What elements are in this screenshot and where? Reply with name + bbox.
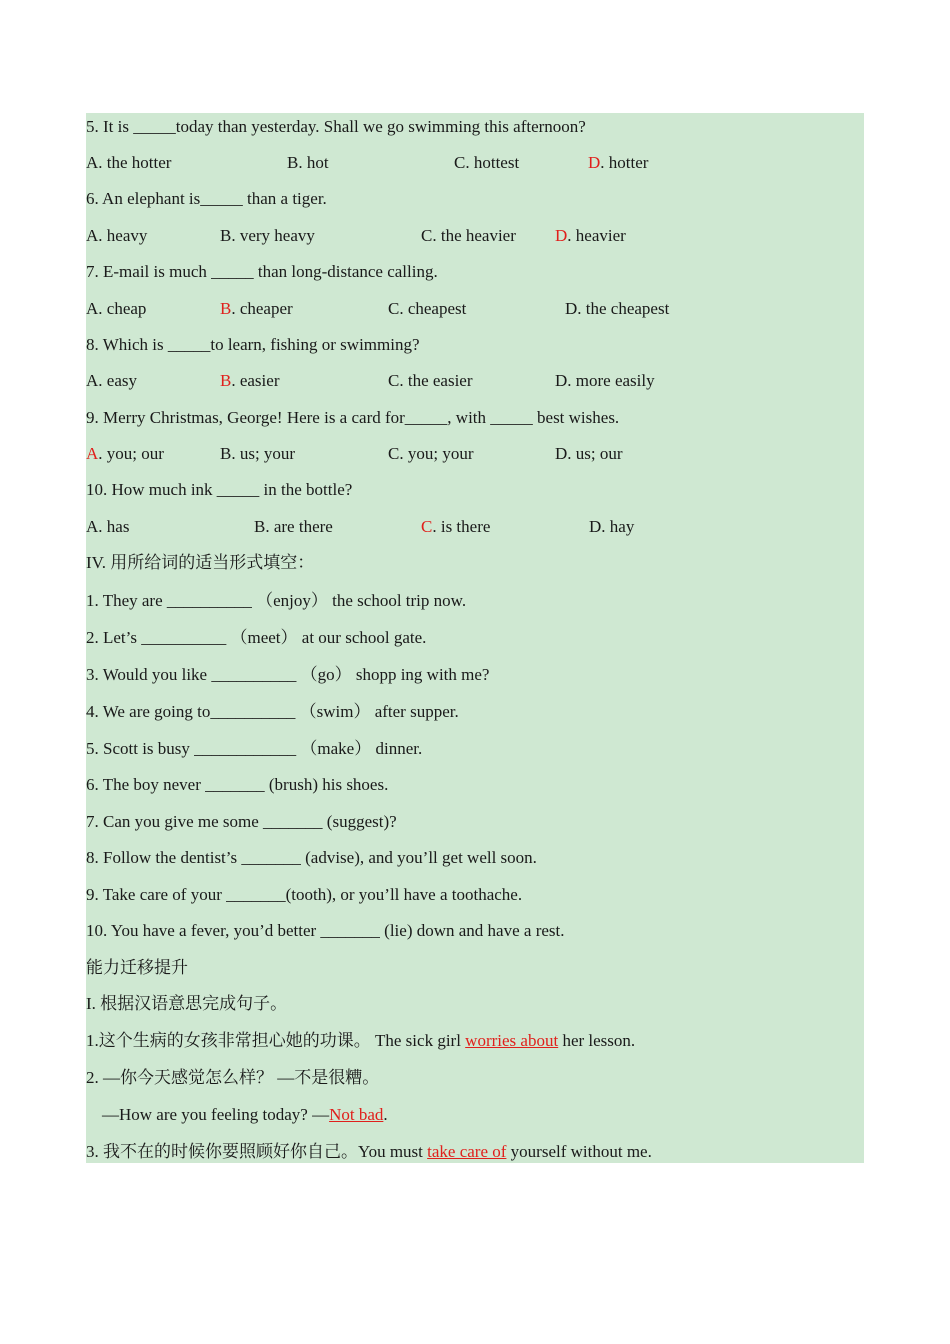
item-prefix: 1.这个生病的女孩非常担心她的功课。 The sick girl	[86, 1031, 466, 1050]
option-text: . more easily	[567, 371, 655, 390]
option-text: . heavy	[98, 226, 148, 245]
option	[421, 223, 516, 249]
option	[287, 150, 329, 176]
option-text: . the hotter	[98, 153, 172, 172]
option	[86, 150, 171, 176]
fill-item: 1. They are __________ （enjoy） the school trip now.	[86, 591, 467, 610]
question-stem: 7. E-mail is much _____ than long-distance calling.	[86, 262, 438, 281]
answer-text: take care of	[427, 1142, 507, 1161]
option	[254, 514, 333, 540]
answer-text: Not bad	[329, 1105, 384, 1124]
correct-option-letter: B	[220, 371, 232, 390]
translation-item-chinese: 2. —你今天感觉怎么样？ —不是很糟。	[86, 1068, 380, 1087]
option-letter: B	[220, 226, 232, 245]
section-title: 能力迁移提升	[86, 958, 188, 977]
item-suffix: yourself without me.	[506, 1142, 652, 1161]
option-text: . has	[98, 517, 130, 536]
option-letter: B	[254, 517, 266, 536]
translation-item	[86, 1028, 635, 1054]
option	[220, 296, 293, 322]
option-text: . hottest	[465, 153, 520, 172]
option-text: . hay	[601, 517, 635, 536]
fill-item: 3. Would you like __________ （go） shopp ing with me?	[86, 665, 490, 684]
question-stem: 6. An elephant is_____ than a tiger.	[86, 189, 327, 208]
option-letter: D	[565, 299, 578, 318]
option	[220, 441, 295, 467]
option-text: . cheap	[98, 299, 147, 318]
option-text: . you; your	[399, 444, 474, 463]
option-text: . the easier	[399, 371, 473, 390]
option-letter: C	[388, 299, 400, 318]
correct-option-letter: C	[421, 517, 433, 536]
option	[555, 223, 626, 249]
option-text: . hot	[298, 153, 329, 172]
option-letter: C	[388, 444, 400, 463]
question-stem: 5. It is _____today than yesterday. Shall we go swimming this afternoon?	[86, 117, 586, 136]
option-text: . hotter	[600, 153, 649, 172]
fill-item: 2. Let’s __________ （meet） at our school gate.	[86, 628, 427, 647]
option-text: . cheapest	[399, 299, 467, 318]
section-heading: I. 根据汉语意思完成句子。	[86, 994, 288, 1013]
option-letter: A	[86, 153, 99, 172]
option	[220, 368, 279, 394]
option	[86, 223, 147, 249]
option	[86, 296, 146, 322]
option-text: . very heavy	[231, 226, 315, 245]
item-prefix: 3. 我不在的时候你要照顾好你自己。You must	[86, 1142, 428, 1161]
option-letter: C	[388, 371, 400, 390]
item-prefix: —How are you feeling today? —	[102, 1105, 330, 1124]
correct-option-letter: A	[86, 444, 99, 463]
option-text: . heavier	[567, 226, 626, 245]
option	[86, 368, 137, 394]
translation-item	[102, 1102, 388, 1128]
option-letter: C	[421, 226, 433, 245]
option-letter: B	[220, 444, 232, 463]
option-text: . you; our	[98, 444, 164, 463]
fill-item: 9. Take care of your _______(tooth), or you’ll have a toothache.	[86, 885, 523, 904]
translation-item	[86, 1139, 652, 1165]
option-letter: C	[454, 153, 466, 172]
option-letter: D	[555, 444, 568, 463]
question-stem: 10. How much ink _____ in the bottle?	[86, 480, 353, 499]
option	[86, 441, 164, 467]
option-text: . us; your	[231, 444, 296, 463]
option-text: . cheaper	[231, 299, 293, 318]
option-text: . are there	[265, 517, 333, 536]
fill-item: 10. You have a fever, you’d better _______ (lie) down and have a rest.	[86, 921, 565, 940]
correct-option-letter: D	[555, 226, 568, 245]
fill-item: 7. Can you give me some _______ (suggest)?	[86, 812, 397, 831]
item-suffix: her lesson.	[558, 1031, 636, 1050]
item-suffix: .	[383, 1105, 388, 1124]
option	[388, 296, 466, 322]
option-text: . the cheapest	[577, 299, 670, 318]
question-stem: 9. Merry Christmas, George! Here is a card for_____, with _____ best wishes.	[86, 408, 620, 427]
option	[220, 223, 315, 249]
fill-item: 4. We are going to__________ （swim） after supper.	[86, 702, 459, 721]
option-text: . us; our	[567, 444, 623, 463]
correct-option-letter: D	[588, 153, 601, 172]
option-letter: A	[86, 371, 99, 390]
option	[565, 296, 669, 322]
correct-option-letter: B	[220, 299, 232, 318]
question-stem: 8. Which is _____to learn, fishing or swimming?	[86, 335, 420, 354]
option	[589, 514, 634, 540]
option-text: . is there	[432, 517, 491, 536]
option	[388, 368, 473, 394]
option-text: . the heavier	[432, 226, 516, 245]
answer-text: worries about	[465, 1031, 559, 1050]
option	[555, 441, 623, 467]
option-letter: A	[86, 517, 99, 536]
option	[86, 514, 129, 540]
option-letter: A	[86, 226, 99, 245]
option-letter: D	[555, 371, 568, 390]
option-letter: B	[287, 153, 299, 172]
option	[454, 150, 519, 176]
option-text: . easy	[98, 371, 137, 390]
option-text: . easier	[231, 371, 280, 390]
fill-item: 8. Follow the dentist’s _______ (advise), and you’ll get well soon.	[86, 848, 537, 867]
option	[388, 441, 473, 467]
option-letter: A	[86, 299, 99, 318]
option-letter: D	[589, 517, 602, 536]
fill-item: 6. The boy never _______ (brush) his shoes.	[86, 775, 389, 794]
fill-item: 5. Scott is busy ____________ （make） dinner.	[86, 739, 423, 758]
section-heading: IV. 用所给词的适当形式填空：	[86, 553, 315, 572]
option	[421, 514, 490, 540]
option	[588, 150, 648, 176]
option	[555, 368, 655, 394]
